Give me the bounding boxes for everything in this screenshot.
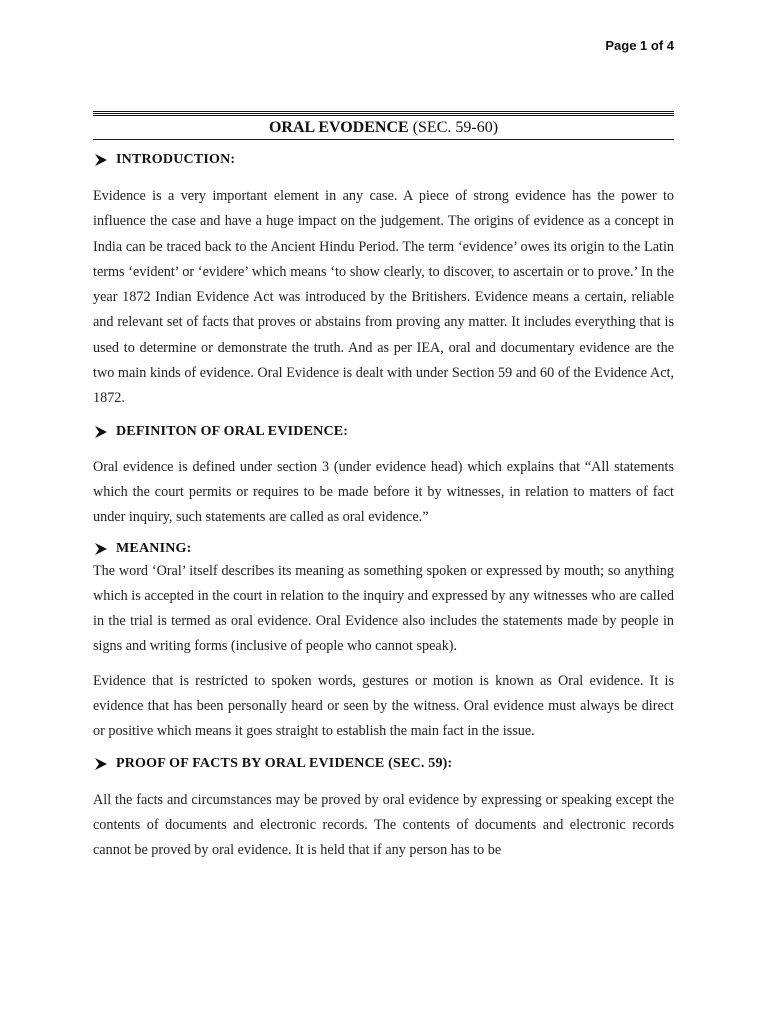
definition-paragraph: Oral evidence is defined under section 3 (under evidence head) which explains that “All statements which the court permits or requires to be made before it by witnesses, in relation to matters of fact under inquiry, such statements are called as oral evidence.” — [93, 458, 674, 526]
arrowhead-bullet-icon — [94, 757, 108, 771]
title-block — [93, 113, 674, 140]
page-title — [93, 119, 674, 137]
heading-proof-of-facts-label: PROOF OF FACTS BY ORAL EVIDENCE (SEC. 59): — [116, 755, 453, 771]
arrowhead-bullet-icon — [94, 425, 108, 439]
introduction-paragraph: Evidence is a very important element in any case. A piece of strong evidence has the power to influence the case and have a huge impact on the judgement. The origins of evidence as a concept in India can be traced back to the Ancient Hindu Period. The term ‘evidence’ owes its origin to the Latin terms ‘evident’ or ‘evidere’ which means ‘to show clearly, to discover, to ascertain or to prove.’ In the year 1872 Indian Evidence Act was introduced by the Britishers. Evidence means a certain, reliable and relevant set of facts that proves or abstains from proving any matter. It includes everything that is used to determine or demonstrate the truth. And as per IEA, oral and documentary evidence are the two main kinds of evidence. Oral Evidence is dealt with under Section 59 and 60 of the Evidence Act, 1872. — [93, 188, 674, 407]
arrowhead-bullet-icon — [94, 542, 108, 556]
heading-proof-of-facts — [93, 754, 674, 774]
page-number: Page 1 of 4 — [605, 38, 674, 53]
heading-definition-label: DEFINITON OF ORAL EVIDENCE: — [116, 423, 349, 439]
title-section: (SEC. 59-60) — [412, 119, 499, 136]
heading-definition — [93, 422, 674, 442]
title-top-rule — [93, 111, 674, 112]
heading-meaning-label: MEANING: — [116, 540, 192, 556]
heading-introduction-label: INTRODUCTION: — [116, 152, 236, 167]
meaning-paragraph-1: The word ‘Oral’ itself describes its meaning as something spoken or expressed by mouth; so anything which is accepted in the court in relation to the inquiry and expressed by any witnesses who are called in the trial is termed as oral evidence. Oral Evidence also includes the statements made by people in signs and writing forms (inclusive of people who cannot speak). — [93, 562, 674, 655]
meaning-paragraph-2: Evidence that is restricted to spoken words, gestures or motion is known as Oral evidence. It is evidence that has been personally heard or seen by the witness. Oral evidence must always be direct or positive which means it goes straight to establish the main fact in the issue. — [93, 672, 674, 740]
heading-meaning — [93, 539, 674, 559]
title-main: ORAL EVODENCE — [268, 119, 409, 136]
arrowhead-bullet-icon — [94, 153, 108, 167]
heading-introduction — [93, 150, 674, 170]
proof-paragraph: All the facts and circumstances may be proved by oral evidence by expressing or speaking except the contents of documents and electronic records. The contents of documents and electronic records cannot be proved by oral evidence. It is held that if any person has to be — [93, 791, 674, 859]
document-body — [93, 113, 674, 864]
